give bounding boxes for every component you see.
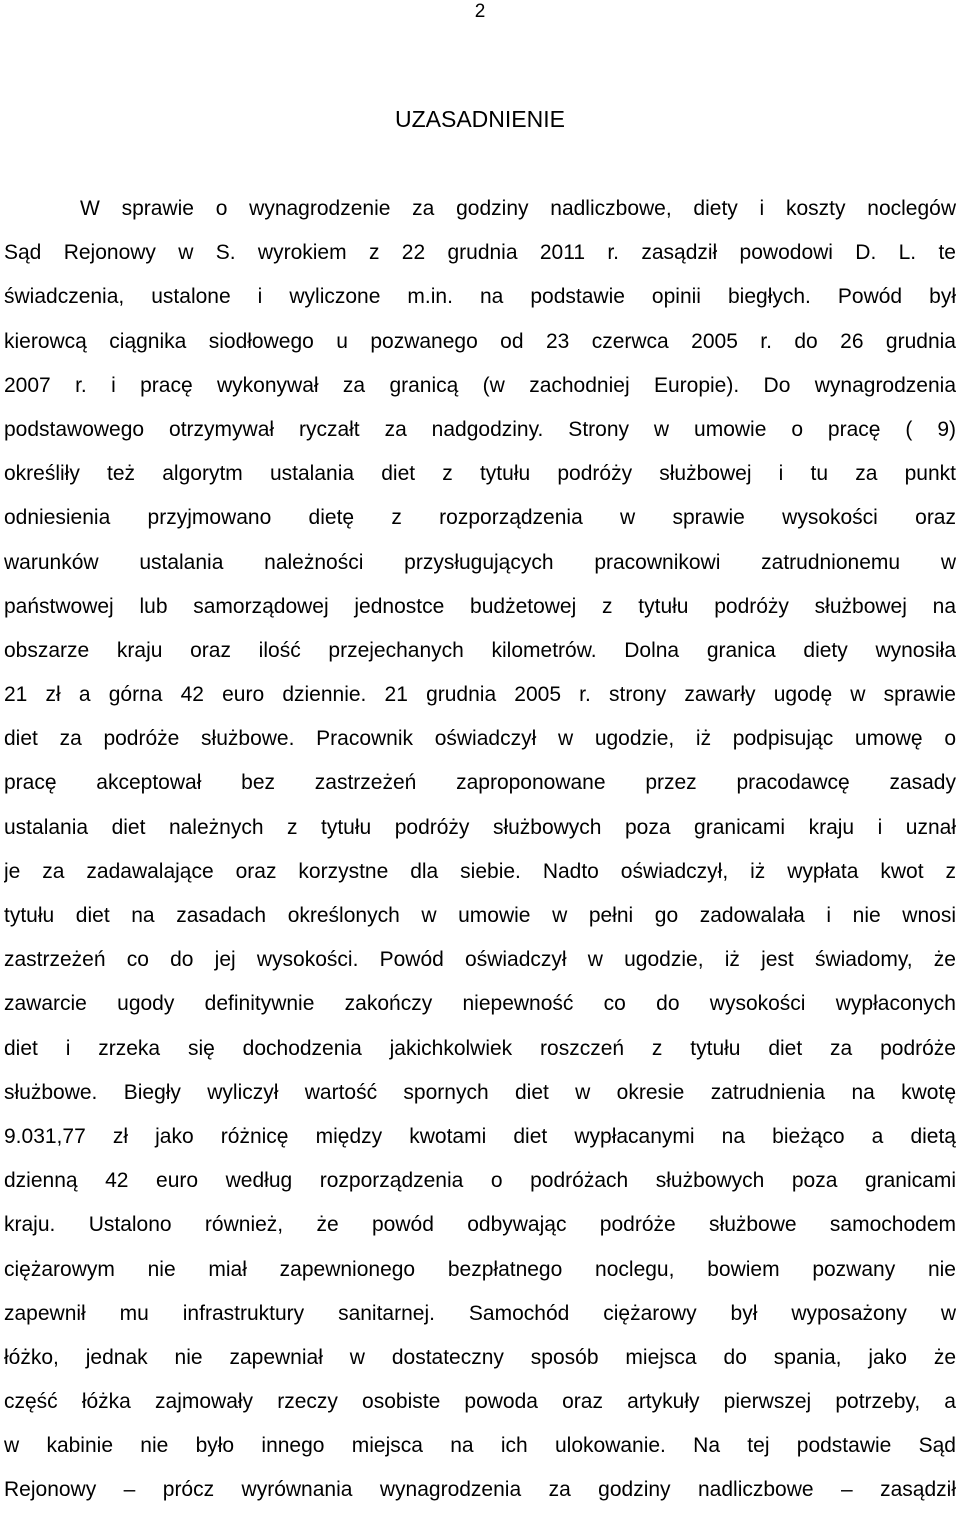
text-line: państwowej lub samorządowej jednostce budżetowej z tytułu podróży służbowej na <box>4 594 956 618</box>
text-line: dzienną 42 euro według rozporządzenia o podróżach służbowych poza granicami <box>4 1169 956 1193</box>
text-line: podstawowego otrzymywał ryczałt za nadgodziny. Strony w umowie o pracę ( 9) <box>4 417 956 441</box>
text-line: świadczenia, ustalone i wyliczone m.in. na podstawie opinii biegłych. Powód był <box>4 285 956 309</box>
text-line: tytułu diet na zasadach określonych w umowie w pełni go zadowalała i nie wnosi <box>4 904 956 927</box>
text-line: zawarcie ugody definitywnie zakończy niepewność co do wysokości wypłaconych <box>4 992 956 1016</box>
text-line: ciężarowym nie miał zapewnionego bezpłatnego noclegu, bowiem pozwany nie <box>4 1257 956 1281</box>
text-line: 21 zł a górna 42 euro dziennie. 21 grudnia 2005 r. strony zawarły ugodę w sprawie <box>4 683 956 707</box>
text-line: pracę akceptował bez zastrzeżeń zaproponowane przez pracodawcę zasady <box>4 771 956 795</box>
text-line: kraju. Ustalono również, że powód odbywając podróże służbowe samochodem <box>4 1213 956 1237</box>
text-line: służbowe. Biegły wyliczył wartość spornych diet w okresie zatrudnienia na kwotę <box>4 1080 956 1104</box>
text-line: zapewnił mu infrastruktury sanitarnej. Samochód ciężarowy był wyposażony w <box>4 1301 956 1325</box>
text-line: 2007 r. i pracę wykonywał za granicą (w zachodniej Europie). Do wynagrodzenia <box>4 373 956 397</box>
text-line: diet i zrzeka się dochodzenia jakichkolwiek roszczeń z tytułu diet za podróże <box>4 1036 956 1060</box>
text-line: łóżko, jednak nie zapewniał w dostateczny sposób miejsca do spania, jako że <box>4 1345 956 1369</box>
text-line: diet za podróże służbowe. Pracownik oświadczył w ugodzie, iż podpisując umowę o <box>4 727 956 751</box>
text-line: ustalania diet należnych z tytułu podróży służbowych poza granicami kraju i uznał <box>4 815 956 839</box>
text-line: kierowcą ciągnika siodłowego u pozwanego od 23 czerwca 2005 r. do 26 grudnia <box>4 329 956 353</box>
text-line: Sąd Rejonowy w S. wyrokiem z 22 grudnia 2011 r. zasądził powodowi D. L. te <box>4 241 956 265</box>
text-line: je za zadawalające oraz korzystne dla siebie. Nadto oświadczył, iż wypłata kwot z <box>4 859 956 883</box>
text-line: Rejonowy – prócz wyrównania wynagrodzenia za godziny nadliczbowe – zasądził <box>4 1478 956 1502</box>
text-line: część łóżka zajmowały rzeczy osobiste powoda oraz artykuły pierwszej potrzeby, a <box>4 1390 956 1414</box>
text-line: obszarze kraju oraz ilość przejechanych kilometrów. Dolna granica diety wynosiła <box>4 638 956 662</box>
text-line: w kabinie nie było innego miejsca na ich ulokowanie. Na tej podstawie Sąd <box>4 1434 956 1458</box>
text-line: odniesienia przyjmowano dietę z rozporządzenia w sprawie wysokości oraz <box>4 506 956 530</box>
page-number: 2 <box>474 1 486 22</box>
body-paragraph <box>4 187 956 1513</box>
text-line: określiły też algorytm ustalania diet z tytułu podróży służbowej i tu za punkt <box>4 462 956 486</box>
document-heading: UZASADNIENIE <box>395 106 565 132</box>
text-line: 9.031,77 zł jako różnicę między kwotami diet wypłacanymi na bieżąco a dietą <box>4 1124 956 1148</box>
text-line: zastrzeżeń co do jej wysokości. Powód oświadczył w ugodzie, iż jest świadomy, że <box>4 948 956 972</box>
text-line: W sprawie o wynagrodzenie za godziny nadliczbowe, diety i koszty noclegów <box>80 197 956 220</box>
text-line: warunków ustalania należności przysługujących pracownikowi zatrudnionemu w <box>4 550 956 574</box>
